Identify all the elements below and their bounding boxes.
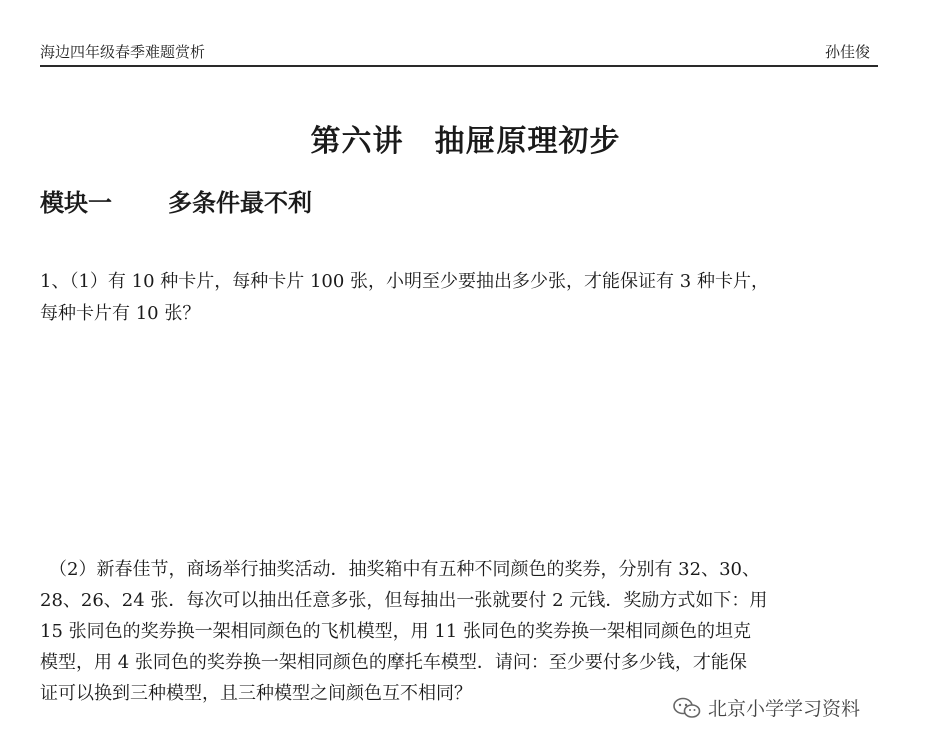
lecture-title: 第六讲 抽屉原理初步 <box>310 124 621 159</box>
wechat-icon <box>672 696 702 720</box>
module-heading <box>40 183 312 218</box>
question-line: 每种卡片有 10 张？ <box>40 303 201 324</box>
question-2 <box>40 554 885 709</box>
question-line: 15 张同色的奖券换一架相同颜色的飞机模型，用 11 张同色的奖券换一架相同颜色的坦克 <box>40 621 751 642</box>
header-rule <box>40 65 878 67</box>
question-line: 证可以换到三种模型，且三种模型之间颜色互不相同？ <box>40 683 472 704</box>
question-line: 1、（1）有 10 种卡片，每种卡片 100 张，小明至少要抽出多少张，才能保证有 3 种卡片， <box>40 271 769 292</box>
question-line: 28、26、24 张．每次可以抽出任意多张，但每抽出一张就要付 2 元钱．奖励方式如下：用 <box>40 590 768 611</box>
module-name: 多条件最不利 <box>168 189 312 217</box>
page-header <box>40 41 876 63</box>
watermark <box>672 694 860 721</box>
header-course-title: 海边四年级春季难题赏析 <box>40 43 206 61</box>
module-number: 模块一 <box>40 189 112 217</box>
question-line: 模型，用 4 张同色的奖券换一架相同颜色的摩托车模型．请问：至少要付多少钱，才能保 <box>40 652 747 673</box>
header-author: 孙佳俊 <box>824 43 870 61</box>
question-line: （2）新春佳节，商场举行抽奖活动．抽奖箱中有五种不同颜色的奖券，分别有 32、30、 <box>40 559 760 580</box>
watermark-text: 北京小学学习资料 <box>708 698 861 720</box>
question-1 <box>40 266 870 330</box>
